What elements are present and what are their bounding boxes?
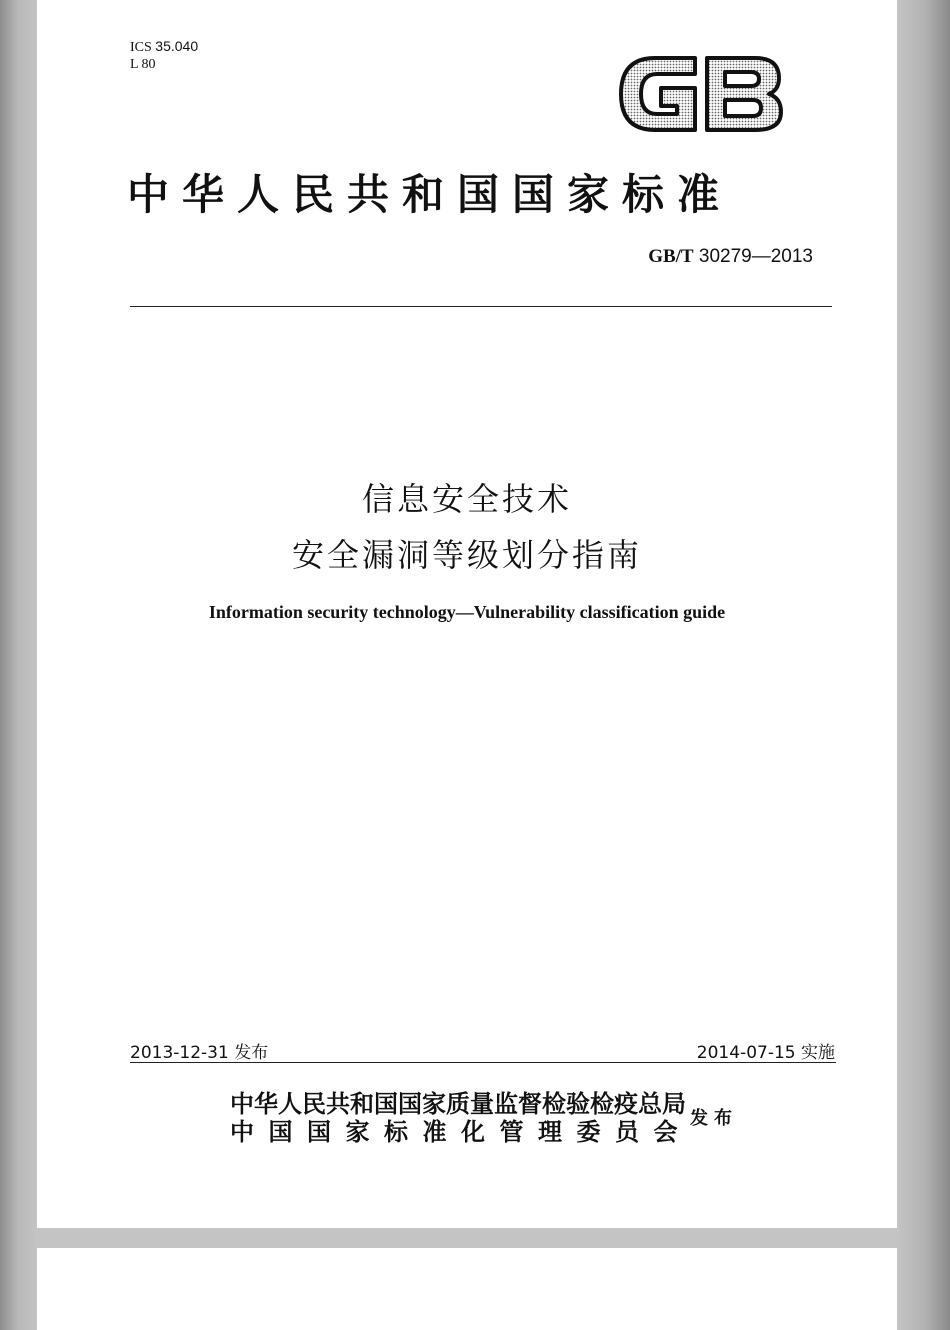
issue-date: 2013-12-31 发布 — [130, 1043, 269, 1063]
standard-code: 30279—2013 — [698, 246, 813, 267]
ics-line — [130, 38, 198, 56]
issuer-aqsiq: 中华人民共和国国家质量监督检验检疫总局 — [230, 1089, 686, 1118]
title-cn-line2: 安全漏洞等级划分指南 — [291, 536, 642, 574]
issuer-sac: 中国国家标准化管理委员会 — [230, 1117, 692, 1146]
document-page — [37, 0, 897, 1228]
main-title: 中华人民共和国国家标准 — [127, 170, 733, 219]
classification-codes — [130, 38, 198, 73]
standard-number — [648, 246, 813, 268]
standard-prefix: GB/T — [648, 246, 694, 267]
issuing-authorities — [230, 1090, 692, 1146]
title-en: Information security technology—Vulnerability classification guide — [208, 602, 726, 622]
ics-code: 35.040 — [155, 38, 199, 54]
ccs-code: L 80 — [130, 57, 156, 72]
effective-date: 2014-07-15 实施 — [696, 1043, 835, 1063]
top-divider — [130, 306, 832, 307]
ics-label: ICS — [130, 40, 152, 55]
publish-label: 发布 — [690, 1108, 738, 1129]
next-page — [37, 1248, 897, 1330]
bottom-divider — [130, 1062, 836, 1063]
title-cn-line1: 信息安全技术 — [361, 480, 572, 518]
gb-logo — [615, 48, 787, 140]
